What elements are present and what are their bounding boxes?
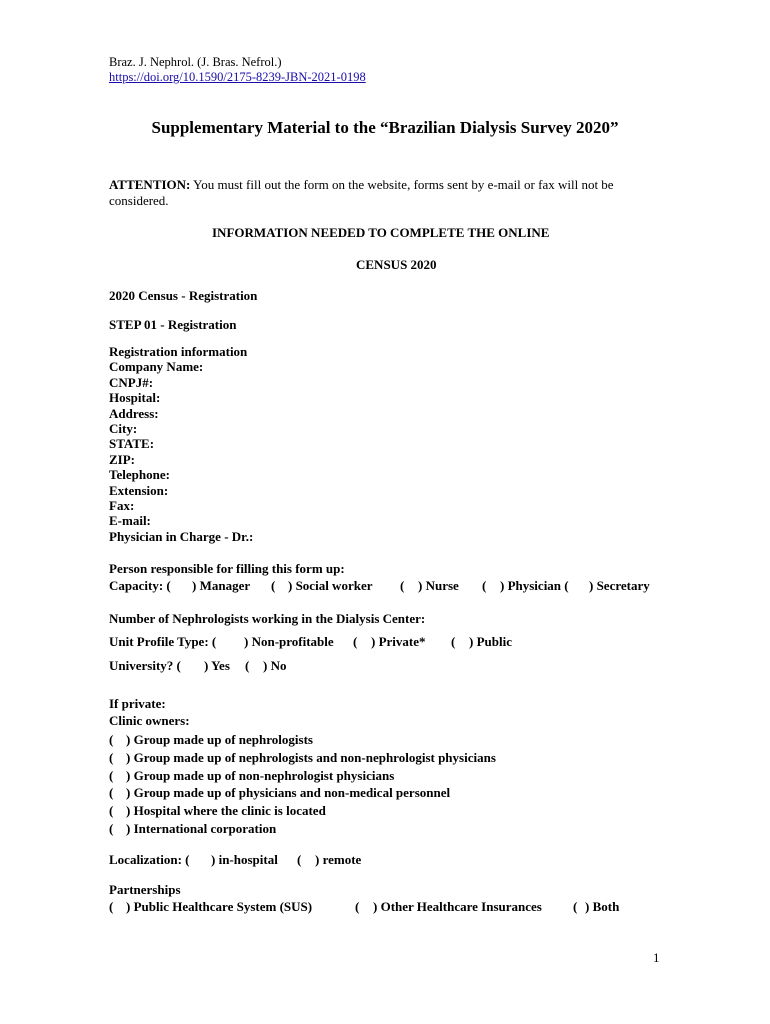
census-registration: 2020 Census - Registration [109,288,258,303]
capacity-social-paren: ( [271,578,276,593]
attention-text-2: considered. [109,193,169,208]
zip-field: ZIP: [109,451,135,467]
info-heading-2: CENSUS 2020 [356,257,437,272]
university-no-paren: ( [245,658,250,673]
owner-option-label: ) Hospital where the clinic is located [126,803,326,819]
localization-remote-paren: ( [297,852,302,867]
page-title: Supplementary Material to the “Brazilian Dialysis Survey 2020” [151,118,619,137]
extension-field: Extension: [109,482,169,498]
owner-option-label: ) International corporation [126,820,277,836]
partnerships-sus-paren: ( [109,899,114,914]
capacity-nurse-paren: ( [400,578,405,593]
owner-option-paren: ( [109,732,114,747]
unit-nonprofit-option[interactable]: ) Non-profitable [244,634,334,649]
capacity-label: Capacity: ( [109,578,171,593]
partnerships-both-option[interactable]: ) Both [585,899,620,914]
company-name-field: Company Name: [109,359,204,375]
partnerships-row [0,899,770,915]
fax-field: Fax: [109,498,135,514]
registration-fields [109,344,509,544]
university-row [0,658,770,674]
unit-profile-label: Unit Profile Type: ( [109,634,217,649]
partnerships-other-paren: ( [355,899,360,914]
capacity-secretary-option[interactable]: ) Secretary [589,578,650,593]
owner-option-label: ) Group made up of physicians and non-medical personnel [126,785,451,801]
unit-private-option[interactable]: ) Private* [371,634,426,649]
journal-name: Braz. J. Nephrol. (J. Bras. Nefrol.) [109,55,282,69]
partnerships-label: Partnerships [109,882,181,897]
owner-option-paren: ( [109,820,114,836]
owner-option-label: ) Group made up of nephrologists and non-nephrologist physicians [126,749,496,765]
owner-options-list [109,731,709,838]
owner-option-paren: ( [109,749,114,765]
if-private-label: If private: [109,696,166,711]
university-yes-option[interactable]: ) Yes [204,658,230,673]
localization-remote-option[interactable]: ) remote [315,852,362,867]
localization-row [0,852,770,868]
physician-in-charge-field: Physician in Charge - Dr.: [109,528,254,544]
state-field: STATE: [109,436,155,452]
telephone-field: Telephone: [109,467,170,483]
owner-option-paren: ( [109,767,114,783]
unit-profile-row [0,634,770,650]
nephrologists-count-label: Number of Nephrologists working in the Dialysis Center: [109,611,426,626]
owner-option[interactable] [109,802,709,820]
localization-label: Localization: ( [109,852,190,867]
info-heading-1: INFORMATION NEEDED TO COMPLETE THE ONLINE [212,225,550,240]
owner-option-label: ) Group made up of non-nephrologist physicians [126,767,395,783]
owner-option-paren: ( [109,803,114,819]
university-no-option[interactable]: ) No [263,658,287,673]
owner-option[interactable] [109,784,709,802]
partnerships-sus-option[interactable]: ) Public Healthcare System (SUS) [126,899,313,914]
attention-label: ATTENTION: [109,177,191,192]
owner-option[interactable] [109,767,709,785]
localization-inhospital-option[interactable]: ) in-hospital [211,852,278,867]
capacity-physician-option[interactable]: ) Physician ( [500,578,569,593]
capacity-social-worker-option[interactable]: ) Social worker [288,578,373,593]
capacity-manager-option[interactable]: ) Manager [192,578,251,593]
university-label: University? ( [109,658,181,673]
unit-private-paren: ( [353,634,358,649]
person-responsible: Person responsible for filling this form up: [109,561,345,576]
doi-link[interactable]: https://doi.org/10.1590/2175-8239-JBN-2021-0198 [109,70,366,84]
page-number: 1 [653,950,660,965]
clinic-owners-label: Clinic owners: [109,713,190,728]
owner-option[interactable] [109,749,709,767]
address-field: Address: [109,405,159,421]
owner-option-label: ) Group made up of nephrologists [126,732,313,747]
attention-text-1: You must fill out the form on the website, forms sent by e-mail or fax will not be [193,177,614,192]
unit-public-option[interactable]: ) Public [469,634,512,649]
owner-option[interactable] [109,731,709,749]
hospital-field: Hospital: [109,390,161,406]
capacity-row [0,578,770,594]
partnerships-other-option[interactable]: ) Other Healthcare Insurances [373,899,542,914]
city-field: City: [109,421,138,437]
email-field: E-mail: [109,513,151,529]
attention-line-1 [109,177,614,193]
registration-information-label: Registration information [109,344,248,359]
capacity-physician-paren: ( [482,578,487,593]
owner-option[interactable] [109,820,709,838]
unit-public-paren: ( [451,634,456,649]
owner-option-paren: ( [109,785,114,801]
partnerships-both-paren: ( [573,899,578,914]
step-heading: STEP 01 - Registration [109,317,237,332]
capacity-nurse-option[interactable]: ) Nurse [418,578,459,593]
cnpj-field: CNPJ#: [109,374,154,390]
